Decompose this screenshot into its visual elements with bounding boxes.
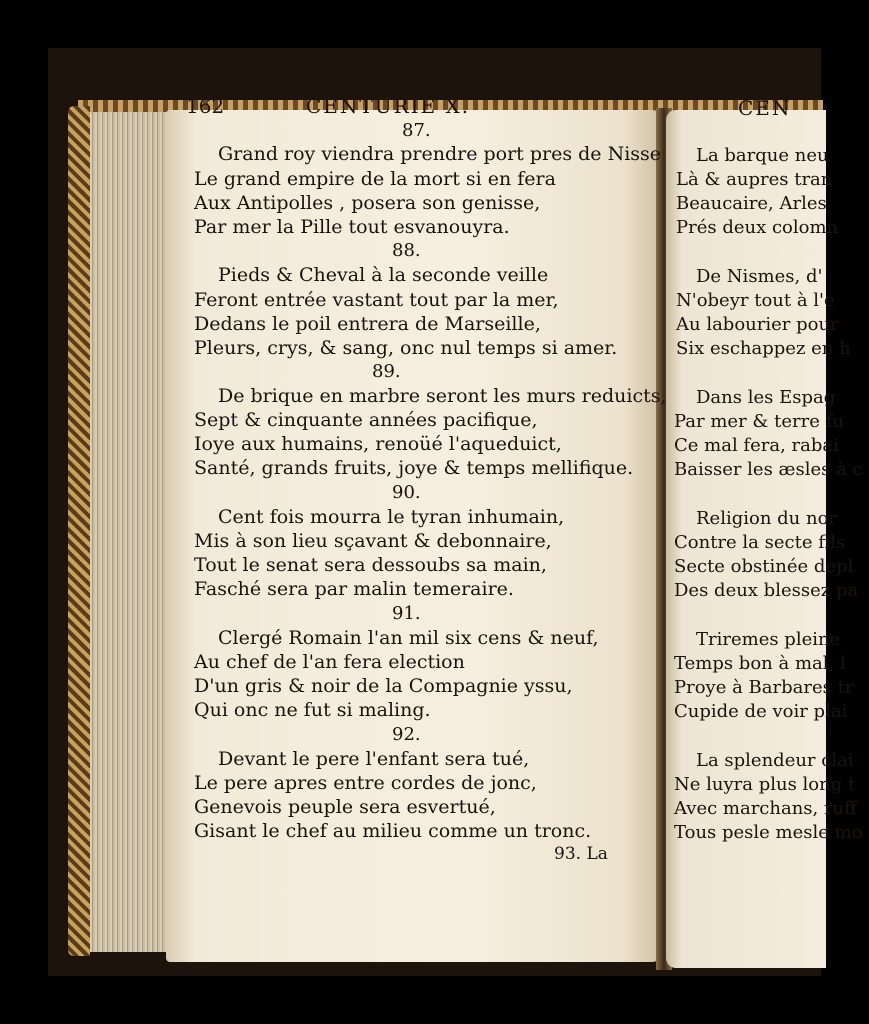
verse-line: D'un gris & noir de la Compagnie yssu, (194, 675, 573, 697)
verse-line: Dedans le poil entrera de Marseille, (194, 313, 541, 335)
quatrain-number: 87. (402, 120, 431, 141)
verse-line: Genevois peuple sera esvertué, (194, 796, 496, 818)
verse-line: Six eschappez en h (676, 338, 851, 359)
verse-line: Temps bon à mal, l (674, 653, 846, 674)
verse-line: N'obeyr tout à l'e (676, 290, 835, 311)
verse-line: Tous pesle mesle mo (674, 822, 863, 843)
verse-line: Par mer la Pille tout esvanouyra. (194, 216, 510, 238)
verse-line: Santé, grands fruits, joye & temps mellifique. (194, 457, 634, 479)
verse-line: La splendeur clai (696, 750, 854, 771)
verse-line: Grand roy viendra prendre port pres de Nisse (218, 143, 662, 165)
verse-line: Ioye aux humains, renoüé l'aqueduict, (194, 433, 562, 455)
verse-line: Ne luyra plus long t (674, 774, 856, 795)
page-block-edge (90, 112, 168, 952)
verse-line: Par mer & terre fu (674, 411, 844, 432)
verse-line: La barque neu (696, 145, 829, 166)
verse-line: Des deux blessez pa (674, 580, 859, 601)
verse-line: Gisant le chef au milieu comme un tronc. (194, 820, 592, 842)
verse-line: Contre la secte fils (674, 532, 846, 553)
right-page-text (670, 0, 863, 1024)
verse-line: Qui onc ne fut si maling. (194, 699, 431, 721)
verse-line: Aux Antipolles , posera son genisse, (194, 192, 541, 214)
quatrain-number: 92. (392, 724, 421, 745)
verse-line: Religion du nor (696, 508, 838, 529)
verse-line: Avec marchans, ruff (674, 798, 857, 819)
verse-line: Proye à Barbares tr (674, 677, 854, 698)
verse-line: Mis à son lieu sçavant & debonnaire, (194, 530, 552, 552)
verse-line: Prés deux colomn (676, 217, 839, 238)
page-number: 162 (186, 94, 225, 118)
verse-line: Là & aupres tran (676, 169, 833, 190)
verse-line: Au labourier pour (676, 314, 839, 335)
verse-line: Beaucaire, Arles (676, 193, 827, 214)
verse-line: Le grand empire de la mort si en fera (194, 168, 556, 190)
running-title: CENTURIE X. (306, 94, 471, 118)
quatrain-number: 91. (392, 603, 421, 624)
verse-line: Devant le pere l'enfant sera tué, (218, 748, 530, 770)
verse-line: Dans les Espag (696, 387, 836, 408)
running-title: CEN (738, 96, 792, 120)
verse-line: Au chef de l'an fera election (194, 651, 465, 673)
verse-line: Pleurs, crys, & sang, onc nul temps si amer. (194, 337, 618, 359)
verse-line: De brique en marbre seront les murs reduicts, (218, 385, 667, 407)
verse-line: Tout le senat sera dessoubs sa main, (194, 554, 547, 576)
verse-line: Cupide de voir plai (674, 701, 848, 722)
quatrain-number: 89. (372, 361, 401, 382)
gilt-spine-edge (68, 106, 90, 956)
verse-line: Le pere apres entre cordes de jonc, (194, 772, 537, 794)
verse-line: De Nismes, d' (696, 266, 823, 287)
verse-line: Pieds & Cheval à la seconde veille (218, 264, 549, 286)
quatrain-number: 88. (392, 240, 421, 261)
catchword: 93. La (554, 844, 608, 864)
verse-line: Fasché sera par malin temeraire. (194, 578, 514, 600)
quatrain-number: 90. (392, 482, 421, 503)
verse-line: Cent fois mourra le tyran inhumain, (218, 506, 565, 528)
verse-line: Triremes pleine (696, 629, 841, 650)
verse-line: Secte obstinée depl (674, 556, 854, 577)
verse-line: Baisser les æsles à c (674, 459, 863, 480)
verse-line: Feront entrée vastant tout par la mer, (194, 289, 559, 311)
verse-line: Ce mal fera, rabai (674, 435, 839, 456)
verse-line: Sept & cinquante années pacifique, (194, 409, 538, 431)
verse-line: Clergé Romain l'an mil six cens & neuf, (218, 627, 599, 649)
